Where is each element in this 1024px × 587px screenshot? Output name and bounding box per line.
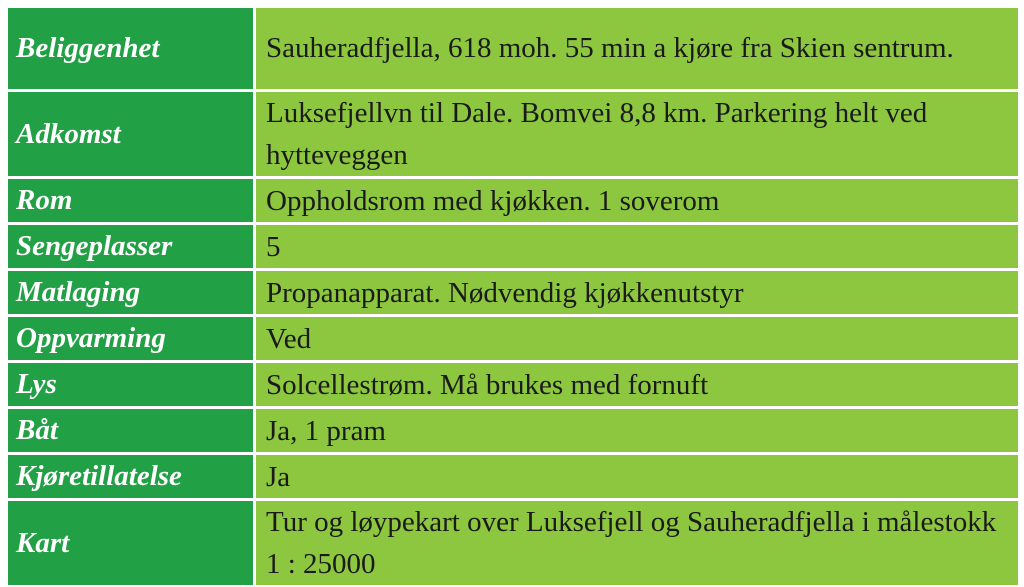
row-value-matlaging: Propanapparat. Nødvendig kjøkkenutstyr	[256, 271, 1018, 317]
row-label-kjoretillatelse: Kjøretillatelse	[8, 455, 256, 501]
table-row-matlaging	[8, 271, 1018, 317]
table-row-kart	[8, 501, 1018, 585]
table-row-rom	[8, 179, 1018, 225]
row-value-kart: Tur og løypekart over Luksefjell og Sauheradfjella i målestokk 1 : 25000	[256, 501, 1018, 585]
table-row-kjoretillatelse	[8, 455, 1018, 501]
row-label-rom: Rom	[8, 179, 256, 225]
row-value-adkomst: Luksefjellvn til Dale. Bomvei 8,8 km. Parkering helt ved hytteveggen	[256, 92, 1018, 179]
table-row-adkomst	[8, 92, 1018, 179]
row-value-lys: Solcellestrøm. Må brukes med fornuft	[256, 363, 1018, 409]
row-label-adkomst: Adkomst	[8, 92, 256, 179]
table-row-lys	[8, 363, 1018, 409]
row-label-sengeplasser: Sengeplasser	[8, 225, 256, 271]
row-value-beliggenhet: Sauheradfjella, 618 moh. 55 min a kjøre fra Skien sentrum.	[256, 8, 1018, 92]
row-label-beliggenhet: Beliggenhet	[8, 8, 256, 92]
row-value-kjoretillatelse: Ja	[256, 455, 1018, 501]
row-label-oppvarming: Oppvarming	[8, 317, 256, 363]
cabin-info-table	[6, 6, 1020, 587]
row-label-lys: Lys	[8, 363, 256, 409]
row-value-oppvarming: Ved	[256, 317, 1018, 363]
table-row-oppvarming	[8, 317, 1018, 363]
table-row-beliggenhet	[8, 8, 1018, 92]
table-row-baat	[8, 409, 1018, 455]
row-value-baat: Ja, 1 pram	[256, 409, 1018, 455]
row-label-baat: Båt	[8, 409, 256, 455]
row-label-kart: Kart	[8, 501, 256, 585]
row-value-rom: Oppholdsrom med kjøkken. 1 soverom	[256, 179, 1018, 225]
row-value-sengeplasser: 5	[256, 225, 1018, 271]
row-label-matlaging: Matlaging	[8, 271, 256, 317]
table-row-sengeplasser	[8, 225, 1018, 271]
